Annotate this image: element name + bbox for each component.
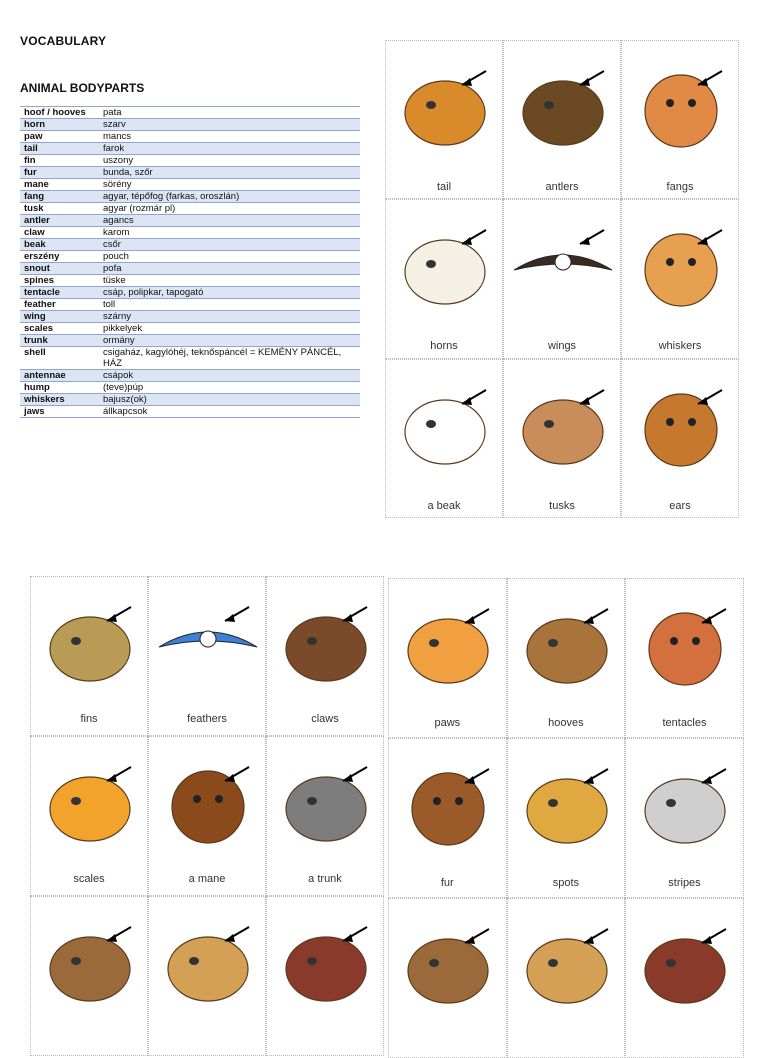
picture-card [625,738,744,898]
animal-illustration [149,737,267,895]
animal-illustration [386,200,504,358]
animal-illustration [626,899,744,1057]
vocab-english: hoof / hooves [20,107,99,119]
card-label: tentacles [662,717,707,729]
vocab-hungarian: sörény [99,179,360,191]
vocab-hungarian: mancs [99,131,360,143]
vocab-row [20,167,360,179]
vocab-hungarian: farok [99,143,360,155]
card-label: fur [440,877,454,889]
card-label: whiskers [658,340,702,353]
vocab-english: spines [20,275,99,287]
vocab-row [20,335,360,347]
vocab-row [20,179,360,191]
animal-illustration [267,737,385,895]
picture-card [621,40,739,199]
card-label: claws [311,713,339,725]
picture-card [621,359,739,518]
animal-illustration [149,897,267,1055]
vocabulary-table [20,106,360,418]
card-label: tail [436,181,452,193]
card-label: a mane [188,873,226,885]
picture-card [507,738,626,898]
animal-illustration [626,739,744,897]
picture-card [388,898,507,1058]
card-label: ears [669,499,691,512]
vocab-hungarian: csőr [99,239,360,251]
vocab-row [20,311,360,323]
vocab-hungarian: uszony [99,155,360,167]
vocab-row [20,215,360,227]
picture-card [30,736,148,896]
picture-card [503,199,621,358]
vocab-hungarian: bajusz(ok) [99,394,360,406]
vocab-english: fin [20,155,99,167]
vocab-row [20,107,360,119]
card-label: spots [552,877,580,889]
picture-card [30,576,148,736]
vocab-hungarian: agyar (rozmár pl) [99,203,360,215]
picture-card [625,898,744,1058]
vocab-hungarian: ormány [99,335,360,347]
vocab-english: fur [20,167,99,179]
picture-card [625,578,744,738]
picture-card [30,896,148,1056]
vocab-row [20,287,360,299]
vocab-row [20,251,360,263]
vocab-english: erszény [20,251,99,263]
picture-card [507,898,626,1058]
vocab-hungarian: pikkelyek [99,323,360,335]
animal-illustration [504,360,622,518]
vocab-row [20,227,360,239]
card-label: wings [547,340,577,353]
vocab-row [20,394,360,406]
animal-illustration [504,41,622,199]
card-label: stripes [668,877,701,889]
picture-card [507,578,626,738]
section-title: ANIMAL BODYPARTS [20,81,145,95]
animal-illustration [508,899,626,1057]
vocab-english: jaws [20,406,99,418]
vocab-hungarian: (teve)púp [99,382,360,394]
vocab-english: mane [20,179,99,191]
picture-card [621,199,739,358]
vocab-hungarian: toll [99,299,360,311]
picture-card [266,576,384,736]
vocab-hungarian: bunda, szőr [99,167,360,179]
animal-illustration [504,200,622,358]
vocab-hungarian: pofa [99,263,360,275]
picture-card [385,40,503,199]
page-title: VOCABULARY [20,34,107,48]
picture-card [388,578,507,738]
card-label: horns [430,340,458,353]
picture-card [148,896,266,1056]
vocab-english: snout [20,263,99,275]
picture-card [503,40,621,199]
picture-card [266,736,384,896]
card-label: scales [73,873,105,885]
card-label: a beak [427,499,461,512]
card-label: tusks [549,499,575,512]
animal-illustration [31,897,149,1055]
vocab-row [20,239,360,251]
animal-illustration [149,577,267,735]
card-label: antlers [545,181,579,193]
vocab-row [20,299,360,311]
card-label: hooves [548,717,584,729]
vocab-english: shell [20,347,99,370]
animal-illustration [622,360,740,518]
picture-card [385,199,503,358]
vocab-english: claw [20,227,99,239]
vocab-hungarian: szárny [99,311,360,323]
vocab-english: paw [20,131,99,143]
animal-illustration [508,739,626,897]
animal-illustration [386,41,504,199]
card-label: feathers [187,713,227,725]
animal-illustration [626,579,744,737]
animal-illustration [508,579,626,737]
animal-illustration [267,897,385,1055]
picture-cards-bottom-right [388,578,744,1038]
vocab-hungarian: szarv [99,119,360,131]
vocab-row [20,406,360,418]
picture-cards-top [385,40,739,518]
vocab-english: tusk [20,203,99,215]
vocab-row [20,131,360,143]
vocab-english: beak [20,239,99,251]
vocab-row [20,382,360,394]
vocab-english: feather [20,299,99,311]
animal-illustration [386,360,504,518]
vocab-hungarian: állkapcsok [99,406,360,418]
vocab-english: hump [20,382,99,394]
vocab-row [20,323,360,335]
picture-cards-bottom-left [30,576,384,1036]
animal-illustration [267,577,385,735]
vocab-row [20,203,360,215]
vocab-row [20,370,360,382]
card-label: fins [80,713,98,725]
vocab-hungarian: csigaház, kagylóhéj, teknőspáncél = KEMÉNY PÁNCÉL, HÁZ [99,347,360,370]
vocab-row [20,263,360,275]
vocab-row [20,347,360,370]
vocab-row [20,275,360,287]
animal-illustration [389,899,507,1057]
picture-card [148,736,266,896]
animal-illustration [389,739,507,897]
animal-illustration [622,41,740,199]
card-label: paws [434,717,461,729]
animal-illustration [31,737,149,895]
vocab-hungarian: tüske [99,275,360,287]
vocab-row [20,191,360,203]
vocab-row [20,143,360,155]
vocab-hungarian: agancs [99,215,360,227]
vocab-row [20,119,360,131]
vocab-english: fang [20,191,99,203]
vocab-english: wing [20,311,99,323]
vocab-hungarian: pouch [99,251,360,263]
vocab-hungarian: csápok [99,370,360,382]
picture-card [148,576,266,736]
vocab-hungarian: csáp, polipkar, tapogató [99,287,360,299]
vocab-english: antennae [20,370,99,382]
picture-card [388,738,507,898]
vocab-hungarian: agyar, tépőfog (farkas, oroszlán) [99,191,360,203]
card-label: fangs [666,181,694,193]
card-label: a trunk [308,873,342,885]
animal-illustration [622,200,740,358]
vocab-english: scales [20,323,99,335]
picture-card [385,359,503,518]
vocab-hungarian: karom [99,227,360,239]
vocab-hungarian: pata [99,107,360,119]
vocab-english: horn [20,119,99,131]
picture-card [503,359,621,518]
picture-card [266,896,384,1056]
vocab-english: trunk [20,335,99,347]
animal-illustration [389,579,507,737]
vocab-english: antler [20,215,99,227]
animal-illustration [31,577,149,735]
vocab-row [20,155,360,167]
vocab-english: whiskers [20,394,99,406]
vocab-english: tentacle [20,287,99,299]
vocab-english: tail [20,143,99,155]
